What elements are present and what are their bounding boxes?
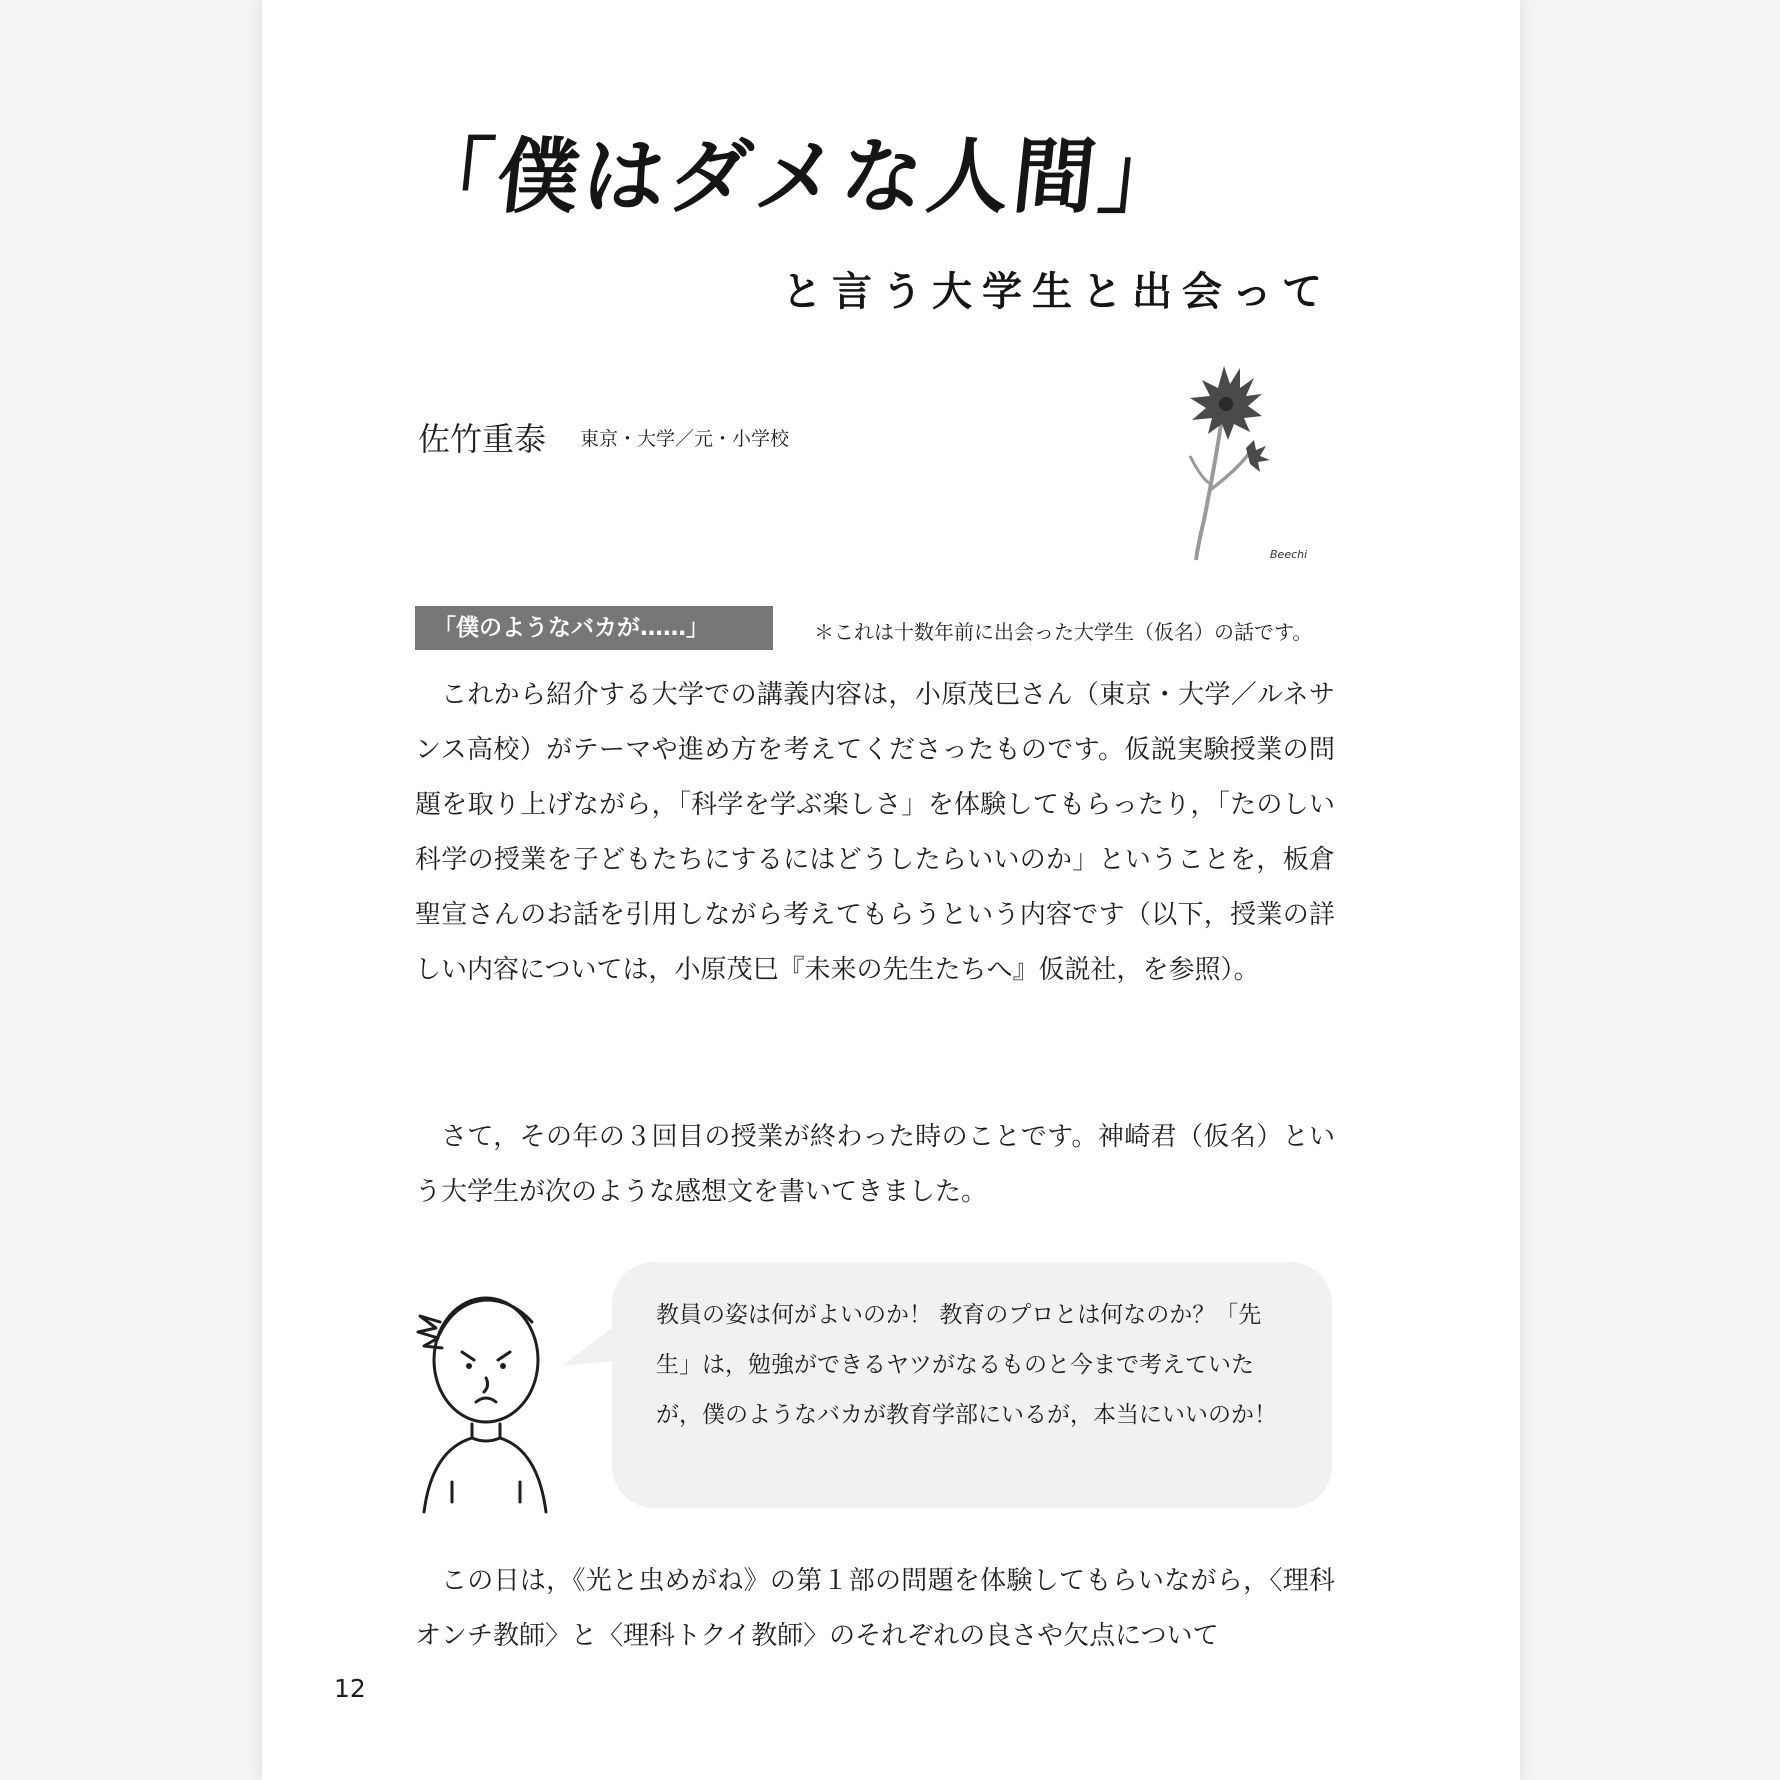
- section-label: 「僕のようなバカが……」: [415, 606, 773, 650]
- title-main: 「僕はダメな人間」: [406, 130, 1191, 225]
- body-paragraph-1: これから紹介する大学での講義内容は，小原茂巳さん（東京・大学／ルネサンス高校）がテーマや進め方を考えてくださったものです。仮説実験授業の問題を取り上げながら，「科学を学ぶ楽しさ」を体験してもらったり，「たのしい科学の授業を子どもたちにするにはどうしたらいいのか」ということを，板倉聖宣さんのお話を引用しながら考えてもらうという内容です（以下，授業の詳しい内容については，小原茂巳『未来の先生たちへ』仮説社，を参照）。: [415, 680, 1335, 985]
- cornflower-illustration: [1162, 360, 1308, 570]
- speech-bubble: [612, 1262, 1332, 1508]
- section-note: ＊これは十数年前に出会った大学生（仮名）の話です。: [814, 620, 1313, 644]
- author-name: 佐竹重泰: [418, 420, 547, 458]
- body-paragraph-2: さて，その年の３回目の授業が終わった時のことです。神崎君（仮名）という大学生が次のような感想文を書いてきました。: [415, 1122, 1335, 1207]
- page-number: 12: [334, 1674, 366, 1703]
- book-page: [262, 0, 1520, 1780]
- speech-bubble-text: 教員の姿は何がよいのか！ 教育のプロとは何なのか？「先生」は，勉強ができるヤツがなるものと今まで考えていたが，僕のようなバカが教育学部にいるが，本当にいいのか！: [656, 1302, 1277, 1428]
- author-affiliation: 東京・大学／元・小学校: [580, 428, 790, 450]
- student-illustration: [412, 1282, 552, 1512]
- body-paragraph-3: この日は，《光と虫めがね》の第１部の問題を体験してもらいながら，〈理科オンチ教師〉と〈理科トクイ教師〉のそれぞれの良さや欠点について: [415, 1566, 1335, 1651]
- illustration-signature: Beechi: [1270, 548, 1308, 561]
- title-subtitle: と言う大学生と出会って: [782, 269, 1332, 315]
